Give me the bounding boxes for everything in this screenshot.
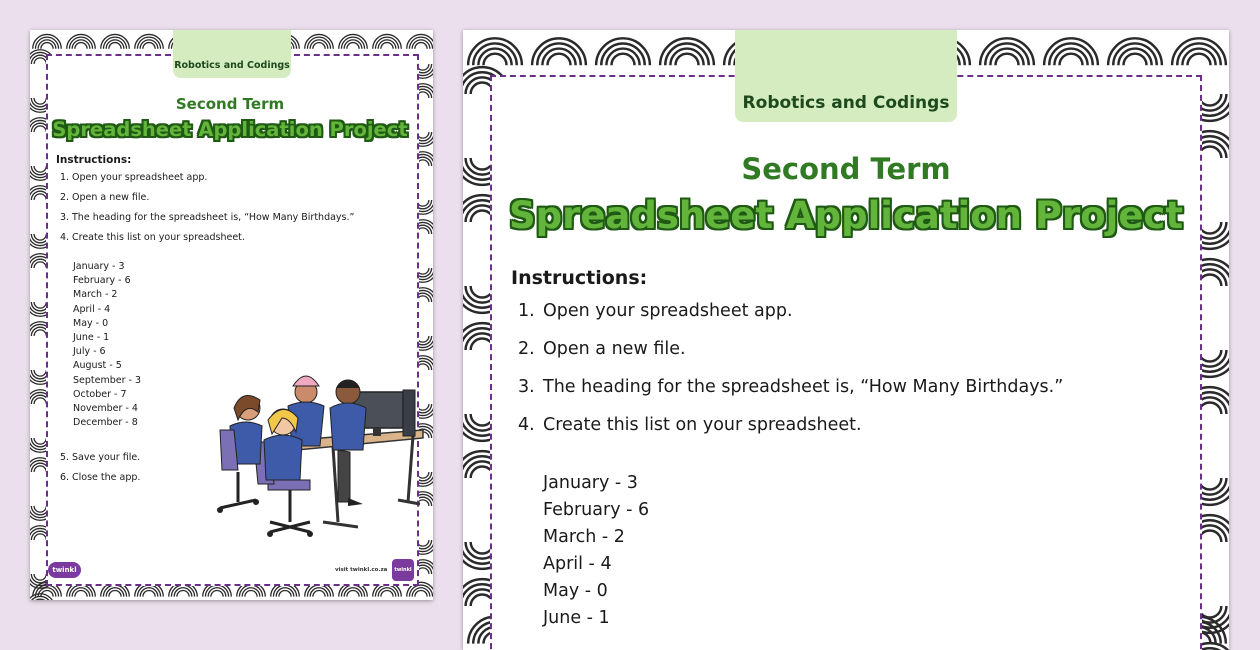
- month-count: April - 4: [543, 554, 612, 574]
- step-text: The heading for the spreadsheet is, “How Many Birthdays.”: [543, 377, 1064, 397]
- instructions-label: Instructions:: [56, 154, 132, 166]
- step-text: Create this list on your spreadsheet.: [543, 415, 862, 435]
- step-number: 2.: [518, 339, 535, 359]
- month-count: November - 4: [73, 403, 138, 415]
- step-number: 3.: [60, 212, 70, 223]
- instruction-step: [60, 172, 400, 192]
- instruction-step: [60, 212, 400, 232]
- step-text: Open a new file.: [72, 192, 150, 203]
- step-text: The heading for the spreadsheet is, “How Many Birthdays.”: [72, 212, 355, 223]
- month-count: May - 0: [543, 581, 608, 601]
- instruction-step: [518, 415, 1178, 453]
- worksheet-preview-large: [463, 30, 1229, 650]
- step-number: 2.: [60, 192, 70, 203]
- month-count: April - 4: [73, 303, 111, 315]
- month-count: September - 3: [73, 374, 142, 386]
- instruction-step: [518, 301, 1178, 339]
- month-count: October - 7: [73, 388, 127, 400]
- month-count: May - 0: [73, 317, 109, 329]
- subject-tag: Robotics and Codings: [173, 30, 291, 78]
- subject-tag: Robotics and Codings: [735, 30, 957, 122]
- step-text: Open a new file.: [543, 339, 686, 359]
- instruction-step: [518, 377, 1178, 415]
- birthday-month-list: [73, 260, 141, 430]
- step-number: 3.: [518, 377, 535, 397]
- month-count: August - 5: [73, 360, 122, 372]
- term-heading: Second Term: [175, 95, 285, 113]
- worksheet-preview-small: [30, 30, 433, 600]
- worksheet-title: Spreadsheet Application Project: [508, 194, 1184, 237]
- step-number: 4.: [60, 232, 70, 243]
- instruction-steps: [518, 301, 1178, 453]
- step-text: Save your file.: [72, 452, 141, 463]
- footer-badge-icon: twinkl: [392, 559, 414, 581]
- month-count: March - 2: [73, 289, 118, 301]
- children-at-computer-icon: [198, 372, 426, 552]
- step-text: Open your spreadsheet app.: [72, 172, 208, 183]
- step-text: Open your spreadsheet app.: [543, 301, 793, 321]
- term-heading: Second Term: [741, 152, 951, 186]
- worksheet-title: Spreadsheet Application Project: [52, 118, 408, 141]
- month-count: February - 6: [73, 275, 131, 287]
- step-number: 1.: [518, 301, 535, 321]
- step-number: 6.: [60, 472, 70, 483]
- instruction-step: [60, 232, 400, 252]
- month-count: July - 6: [73, 346, 106, 358]
- instruction-steps: [60, 172, 400, 252]
- month-count: January - 3: [543, 473, 638, 493]
- instruction-step: [60, 192, 400, 212]
- month-count: March - 2: [543, 527, 625, 547]
- month-count: June - 1: [543, 608, 610, 628]
- step-number: 5.: [60, 452, 70, 463]
- month-count: January - 3: [73, 261, 125, 272]
- instruction-step: [518, 339, 1178, 377]
- step-text: Create this list on your spreadsheet.: [72, 232, 245, 243]
- instructions-label: Instructions:: [511, 267, 648, 289]
- month-count: February - 6: [543, 500, 650, 520]
- twinkl-logo-icon: twinkl: [48, 562, 81, 578]
- footer-url: visit twinkl.co.za: [335, 567, 388, 573]
- birthday-month-list: [543, 470, 649, 632]
- step-text: Close the app.: [72, 472, 141, 483]
- step-number: 4.: [518, 415, 535, 435]
- step-number: 1.: [60, 172, 70, 183]
- month-count: December - 8: [73, 417, 138, 429]
- month-count: June - 1: [73, 332, 110, 344]
